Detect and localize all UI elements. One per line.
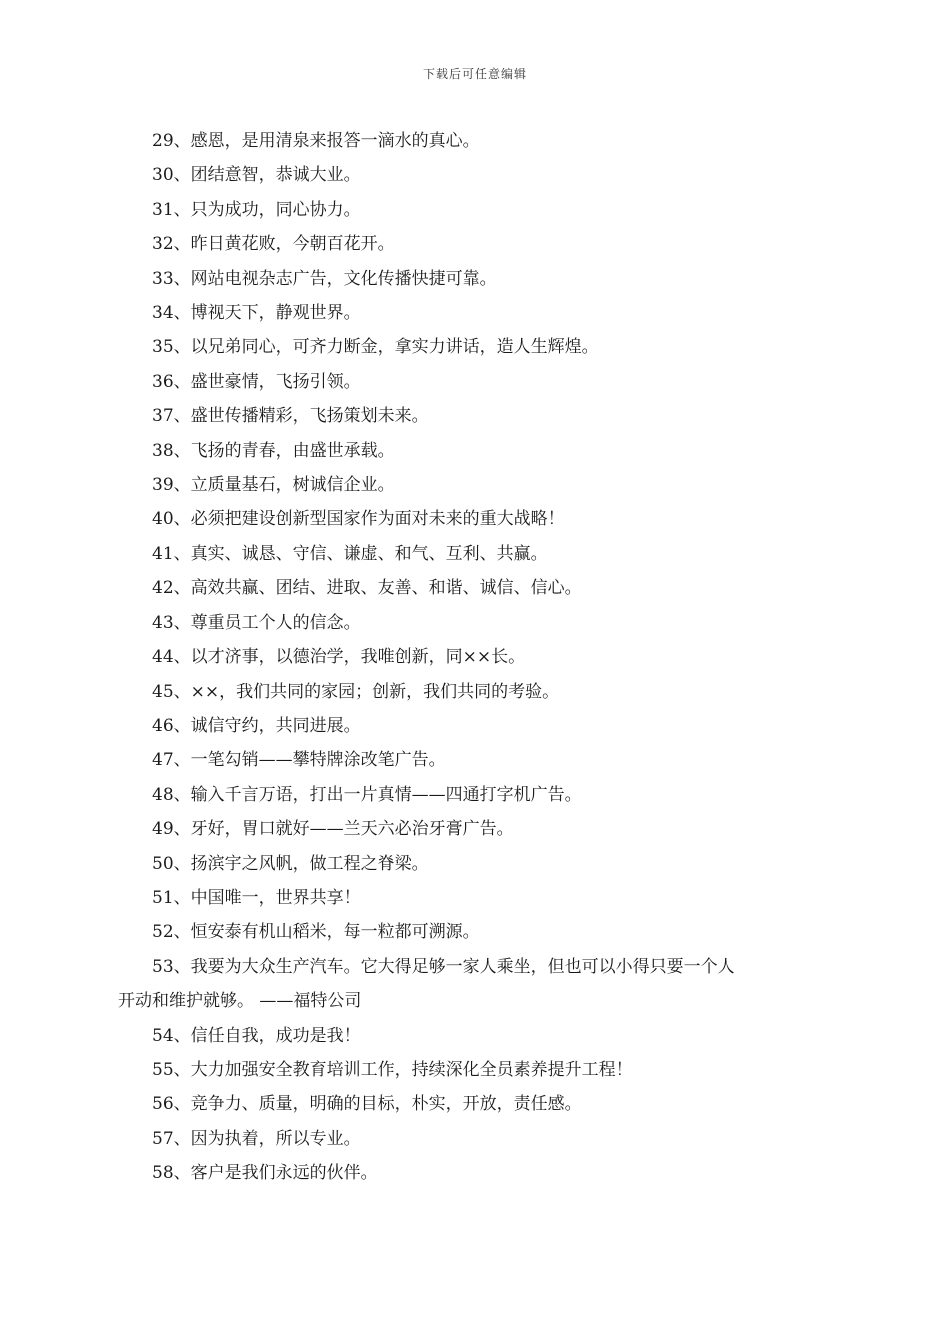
item-text: 恒安泰有机山稻米，每一粒都可溯源。	[190, 922, 480, 943]
item-text: 网站电视杂志广告，文化传播快捷可靠。	[190, 268, 497, 289]
item-number: 33、	[152, 268, 191, 289]
item-text: 只为成功，同心协力。	[190, 199, 361, 220]
item-text: 扬滨宇之风帆，做工程之脊梁。	[190, 853, 429, 874]
item-number: 31、	[152, 199, 191, 220]
list-item	[118, 606, 818, 640]
item-text: 我要为大众生产汽车。它大得足够一家人乘坐，但也可以小得只要一个人	[190, 956, 735, 977]
item-text: 真实、诚恳、守信、谦虚、和气、互利、共赢。	[190, 543, 548, 564]
list-item	[118, 1122, 818, 1156]
item-text: 因为执着，所以专业。	[190, 1128, 361, 1149]
item-number: 51、	[152, 887, 191, 908]
page-header: 下载后可任意编辑	[422, 67, 527, 81]
item-number: 37、	[152, 406, 191, 427]
item-line-continuation: 开动和维护就够。 ——福特公司	[118, 991, 362, 1012]
list-item	[118, 881, 818, 915]
item-text: 以兄弟同心，可齐力断金，拿实力讲话，造人生辉煌。	[190, 337, 599, 358]
item-text: 高效共赢、团结、进取、友善、和谐、诚信、信心。	[190, 578, 582, 599]
item-text: 信任自我，成功是我！	[190, 1025, 361, 1046]
item-text: 盛世传播精彩，飞扬策划未来。	[190, 406, 429, 427]
list-item	[118, 675, 818, 709]
item-number: 43、	[152, 612, 191, 633]
item-text: 感恩，是用清泉来报答一滴水的真心。	[190, 131, 480, 151]
item-number: 54、	[152, 1025, 191, 1046]
list-item	[118, 1087, 818, 1121]
item-number: 56、	[152, 1094, 191, 1115]
item-number: 35、	[152, 337, 191, 358]
item-number: 30、	[152, 165, 191, 186]
item-number: 55、	[152, 1059, 191, 1080]
list-item	[118, 743, 818, 777]
item-number: 46、	[152, 715, 191, 736]
item-line-first	[118, 950, 818, 984]
list-item	[118, 915, 818, 949]
list-item	[118, 399, 818, 433]
list-item	[118, 296, 818, 330]
list-item	[118, 1156, 818, 1190]
list-item	[118, 124, 818, 158]
item-text: 飞扬的青春，由盛世承载。	[190, 440, 395, 461]
list-item	[118, 468, 818, 502]
item-text: 尊重员工个人的信念。	[190, 612, 361, 633]
item-text: 输入千言万语，打出一片真情——四通打字机广告。	[190, 784, 582, 805]
item-number: 34、	[152, 303, 191, 324]
item-number: 48、	[152, 784, 191, 805]
item-text: 牙好，胃口就好——兰天六必治牙膏广告。	[190, 819, 514, 840]
item-text: 诚信守约，共同进展。	[190, 715, 361, 736]
item-number: 42、	[152, 578, 191, 599]
item-text: 立质量基石，树诚信企业。	[190, 475, 395, 496]
list-item	[118, 778, 818, 812]
list-item	[118, 1053, 818, 1087]
item-number: 57、	[152, 1128, 191, 1149]
list-item	[118, 365, 818, 399]
item-text: 大力加强安全教育培训工作，持续深化全员素养提升工程！	[190, 1059, 633, 1080]
list-item-wrapped	[118, 950, 818, 1019]
item-text: 客户是我们永远的伙伴。	[190, 1163, 378, 1184]
item-text: 必须把建设创新型国家作为面对未来的重大战略！	[190, 509, 565, 530]
item-text: 一笔勾销——攀特牌涂改笔广告。	[190, 750, 446, 771]
list-item	[118, 847, 818, 881]
list-item	[118, 502, 818, 536]
item-text: 团结意智，恭诚大业。	[190, 165, 361, 186]
list-item	[118, 158, 818, 192]
item-number: 50、	[152, 853, 191, 874]
item-number: 52、	[152, 922, 191, 943]
item-number: 58、	[152, 1163, 191, 1184]
item-number: 32、	[152, 234, 191, 255]
item-text: ××，我们共同的家园；创新，我们共同的考验。	[190, 681, 560, 702]
item-text: 竞争力、质量，明确的目标，朴实，开放，责任感。	[190, 1094, 582, 1115]
item-text: 中国唯一，世界共享！	[190, 887, 361, 908]
item-text: 盛世豪情，飞扬引领。	[190, 371, 361, 392]
list-item	[118, 434, 818, 468]
list-item	[118, 709, 818, 743]
item-text: 昨日黄花败，今朝百花开。	[190, 234, 395, 255]
item-number: 41、	[152, 543, 191, 564]
slogan-list	[118, 124, 818, 1191]
item-number: 44、	[152, 647, 191, 668]
list-item	[118, 1019, 818, 1053]
list-item	[118, 537, 818, 571]
item-number: 49、	[152, 819, 191, 840]
list-item	[118, 262, 818, 296]
item-number: 45、	[152, 681, 191, 702]
item-number: 29、	[152, 131, 191, 151]
item-text: 以才济事，以德治学，我唯创新，同××长。	[190, 647, 526, 668]
item-text: 博视天下，静观世界。	[190, 303, 361, 324]
item-number: 36、	[152, 371, 191, 392]
item-number: 53、	[152, 956, 191, 977]
item-number: 38、	[152, 440, 191, 461]
list-item	[118, 571, 818, 605]
item-number: 47、	[152, 750, 191, 771]
list-item	[118, 812, 818, 846]
list-item	[118, 227, 818, 261]
list-item	[118, 640, 818, 674]
item-number: 40、	[152, 509, 191, 530]
list-item	[118, 193, 818, 227]
item-number: 39、	[152, 475, 191, 496]
list-item	[118, 330, 818, 364]
